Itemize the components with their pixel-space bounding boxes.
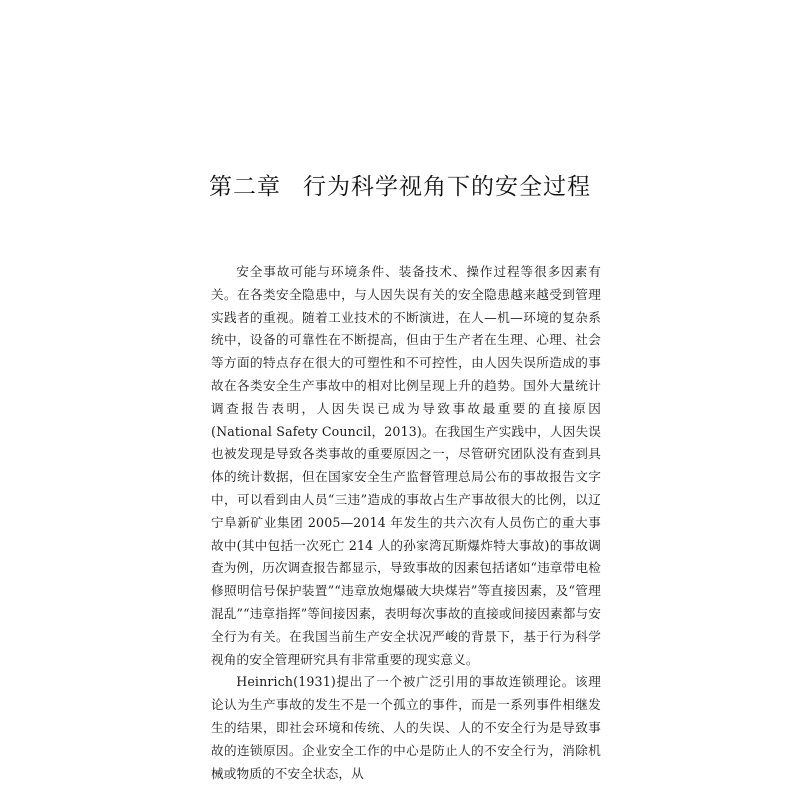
paragraph: Heinrich(1931)提出了一个被广泛引用的事故连锁理论。该理论认为生产事故的发生不是一个孤立的事件，而是一系列事件相继发生的结果，即社会环境和传统、人的失误、人的不安全行为是导致事故的连锁原因。企业安全工作的中心是防止人的不安全行为，消除机械或物质的不安全状态，从 bbox=[211, 674, 601, 781]
chapter-number: 第二章 bbox=[209, 174, 281, 200]
paragraph: 安全事故可能与环境条件、装备技术、操作过程等很多因素有关。在各类安全隐患中，与人因失误有关的安全隐患越来越受到管理实践者的重视。随着工业技术的不断演进，在人—机—环境的复杂系统中，设备的可靠性在不断提高，但由于生产者在生理、心理、社会等方面的特点存在很大的可塑性和不可控性，由人因失误所造成的事故在各类安全生产事故中的相对比例呈现上升的趋势。国外大量统计调查报告表明，人因失误已成为导致事故最重要的直接原因(National Safety Council，2013)。在我国生产实践中，人因失误也被发现是导致各类事故的重要原因之一，尽管研究团队没有查到具体的统计数据，但在国家安全生产监督管理总局公布的事故报告文字中，可以看到由人员“三违”造成的事故占生产事故很大的比例，以辽宁阜新矿业集团 2005—2014 年发生的共六次有人员伤亡的重大事故中(其中包括一次死亡 214 人的孙家湾瓦斯爆炸特大事故)的事故调查为例，历次调查报告都显示，导致事故的因素包括诸如“违章带电检修照明信号保护装置”“违章放炮爆破大块煤岩”等直接因素，及“管理混乱”“违章指挥”等间接因素，表明每次事故的直接或间接因素都与安全行为有关。在我国当前生产安全状况严峻的背景下，基于行为科学视角的安全管理研究具有非常重要的现实意义。 bbox=[211, 264, 601, 667]
chapter-title: 行为科学视角下的安全过程 bbox=[303, 174, 591, 200]
chapter-heading bbox=[0, 168, 800, 201]
body-text bbox=[211, 261, 601, 785]
